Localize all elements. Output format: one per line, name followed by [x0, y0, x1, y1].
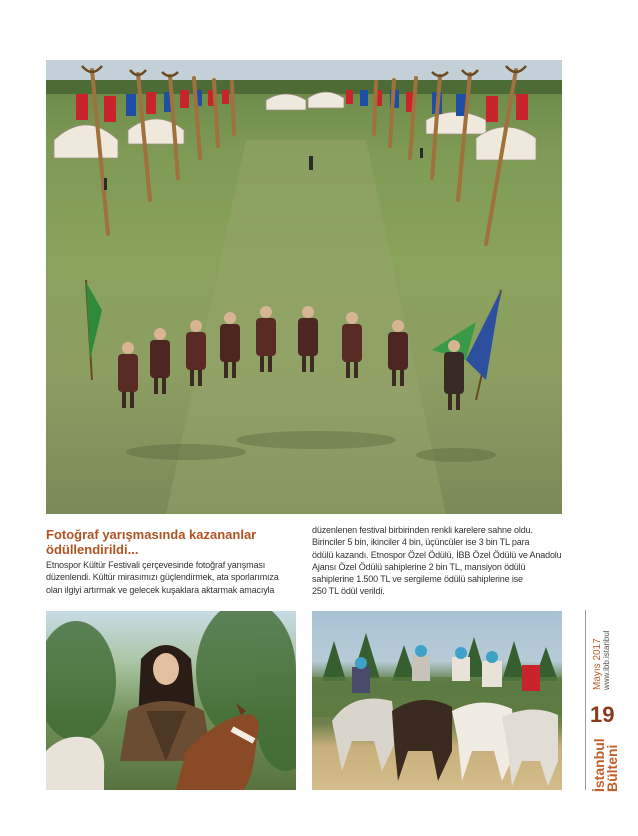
issue-date: Mayıs 2017 [592, 638, 603, 690]
body-line: ödülü kazandı. Etnospor Özel Ödülü, İBB Özel Ödülü ve Anadolu [312, 549, 562, 560]
rider-woman-photo [46, 611, 296, 790]
body-line: sahiplerine 1.500 TL ve sergileme ödülü sahiplerine ise [312, 574, 523, 585]
main-festival-photo [46, 60, 562, 514]
headline-line-1: Fotoğraf yarışmasında kazananlar [46, 527, 257, 542]
magazine-brand-line2: Bülteni [604, 744, 620, 792]
body-line: Etnospor Kültür Festivali çerçevesinde fotoğraf yarışması [46, 560, 266, 570]
race-illustration [312, 611, 562, 790]
headline-line-2: ödüllendirildi... [46, 542, 139, 557]
body-line: olan ilgiyi artırmak ve gelecek kuşaklara aktarmak amacıyla [46, 584, 275, 595]
horse-race-photo [312, 611, 562, 790]
body-line: Ajansı Özel Ödülü sahiplerine 2 bin TL, mansiyon ödülü [312, 561, 526, 572]
festival-field-illustration [46, 60, 562, 514]
body-line: Birinciler 5 bin, ikinciler 4 bin, üçüncüler ise 3 bin TL para [312, 537, 530, 548]
body-line: 250 TL ödül verildi. [312, 586, 385, 597]
article-body-right [312, 524, 562, 598]
body-line: düzenlenen festival birbirinden renkli karelere sahne oldu. [312, 525, 533, 535]
page-number: 19 [590, 702, 615, 727]
body-line: düzenlendi. Kültür mirasımızı güçlendirmek, ata sporlarımıza [46, 572, 279, 583]
article-headline [46, 527, 296, 557]
magazine-brand-line1: İstanbul [591, 738, 607, 792]
article-body-left [46, 559, 296, 596]
rider-illustration [46, 611, 296, 790]
side-divider [585, 610, 586, 790]
website-url: www.ibb.istanbul [602, 630, 611, 690]
